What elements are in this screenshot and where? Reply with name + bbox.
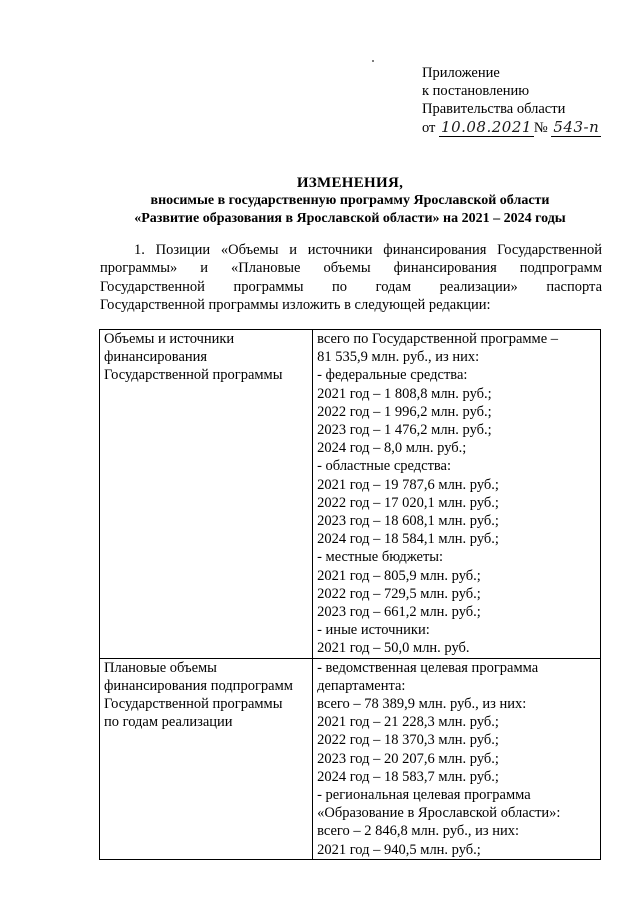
cell-line: 2023 год – 661,2 млн. руб.; bbox=[317, 604, 481, 621]
document-title: ИЗМЕНЕНИЯ, bbox=[296, 175, 404, 191]
appendix-line-3: Правительства области bbox=[422, 101, 566, 117]
cell-line: финансирования bbox=[104, 349, 208, 366]
cell-line: 2022 год – 1 996,2 млн. руб.; bbox=[317, 403, 492, 420]
cell-line: 2022 год – 17 020,1 млн. руб.; bbox=[317, 494, 499, 511]
cell-line: 2021 год – 1 808,8 млн. руб.; bbox=[317, 385, 492, 402]
number-label: № bbox=[533, 120, 548, 136]
cell-line: всего – 78 389,9 млн. руб., из них: bbox=[317, 696, 527, 713]
cell-line: всего по Государственной программе – bbox=[317, 331, 559, 347]
table-cell-label bbox=[100, 330, 313, 659]
financing-table bbox=[99, 329, 601, 860]
cell-line: Государственной программы bbox=[104, 696, 283, 713]
intro-paragraph bbox=[100, 241, 602, 314]
cell-line: 2022 год – 18 370,3 млн. руб.; bbox=[317, 732, 499, 749]
cell-line: всего – 2 846,8 млн. руб., из них: bbox=[317, 823, 520, 840]
intro-line-1: 1. Позиции «Объемы и источники финансирования Государственной bbox=[134, 242, 602, 258]
cell-line: - ведомственная целевая программа bbox=[317, 659, 539, 676]
cell-line: 2021 год – 19 787,6 млн. руб.; bbox=[317, 476, 499, 493]
cell-line: 2021 год – 805,9 млн. руб.; bbox=[317, 567, 481, 584]
intro-line-2: программы» и «Плановые объемы финансирования подпрограмм bbox=[100, 260, 602, 277]
table-cell-value bbox=[313, 330, 601, 659]
cell-line: - федеральные средства: bbox=[317, 367, 468, 384]
table-row bbox=[100, 330, 601, 659]
cell-line: 2023 год – 18 608,1 млн. руб.; bbox=[317, 513, 499, 530]
intro-line-3: Государственной программы по годам реализации» паспорта bbox=[100, 278, 602, 295]
cell-line: 2023 год – 1 476,2 млн. руб.; bbox=[317, 422, 492, 439]
cell-line: - местные бюджеты: bbox=[317, 549, 444, 566]
cell-line: Плановые объемы bbox=[104, 659, 217, 676]
cell-line: Объемы и источники bbox=[104, 331, 235, 347]
cell-line: 2024 год – 18 583,7 млн. руб.; bbox=[317, 768, 499, 785]
appendix-line-1: Приложение bbox=[422, 65, 500, 81]
cell-line: по годам реализации bbox=[104, 714, 233, 731]
stray-dot bbox=[372, 60, 374, 62]
cell-line: финансирования подпрограмм bbox=[104, 677, 293, 694]
cell-line: - областные средства: bbox=[317, 458, 452, 475]
appendix-date-line bbox=[422, 118, 601, 137]
handwritten-date: 10.08.2021 bbox=[441, 118, 532, 136]
cell-line: департамента: bbox=[317, 677, 406, 694]
cell-line: 2021 год – 940,5 млн. руб.; bbox=[317, 841, 481, 858]
cell-line: «Образование в Ярославской области»: bbox=[317, 805, 561, 822]
appendix-line-2: к постановлению bbox=[422, 83, 530, 99]
cell-line: Государственной программы bbox=[104, 367, 283, 384]
cell-line: 81 535,9 млн. руб., из них: bbox=[317, 349, 480, 366]
appendix-block bbox=[422, 64, 601, 137]
table-cell-label bbox=[100, 658, 313, 859]
cell-line: 2024 год – 18 584,1 млн. руб.; bbox=[317, 531, 499, 548]
document-subtitle-2: «Развитие образования в Ярославской области» на 2021 – 2024 годы bbox=[134, 211, 566, 226]
cell-line: 2024 год – 8,0 млн. руб.; bbox=[317, 440, 467, 457]
cell-line: 2022 год – 729,5 млн. руб.; bbox=[317, 585, 481, 602]
handwritten-number: 543-п bbox=[553, 118, 600, 136]
cell-line: - иные источники: bbox=[317, 622, 430, 639]
document-subtitle-1: вносимые в государственную программу Ярославской области bbox=[150, 193, 550, 208]
cell-line: - региональная целевая программа bbox=[317, 787, 531, 804]
table-cell-value bbox=[313, 658, 601, 859]
cell-line: 2021 год – 50,0 млн. руб. bbox=[317, 640, 470, 657]
cell-line: 2023 год – 20 207,6 млн. руб.; bbox=[317, 750, 499, 767]
cell-line: 2021 год – 21 228,3 млн. руб.; bbox=[317, 714, 499, 731]
table-row bbox=[100, 658, 601, 859]
from-label: от bbox=[422, 120, 436, 136]
intro-line-4: Государственной программы изложить в следующей редакции: bbox=[100, 296, 491, 313]
